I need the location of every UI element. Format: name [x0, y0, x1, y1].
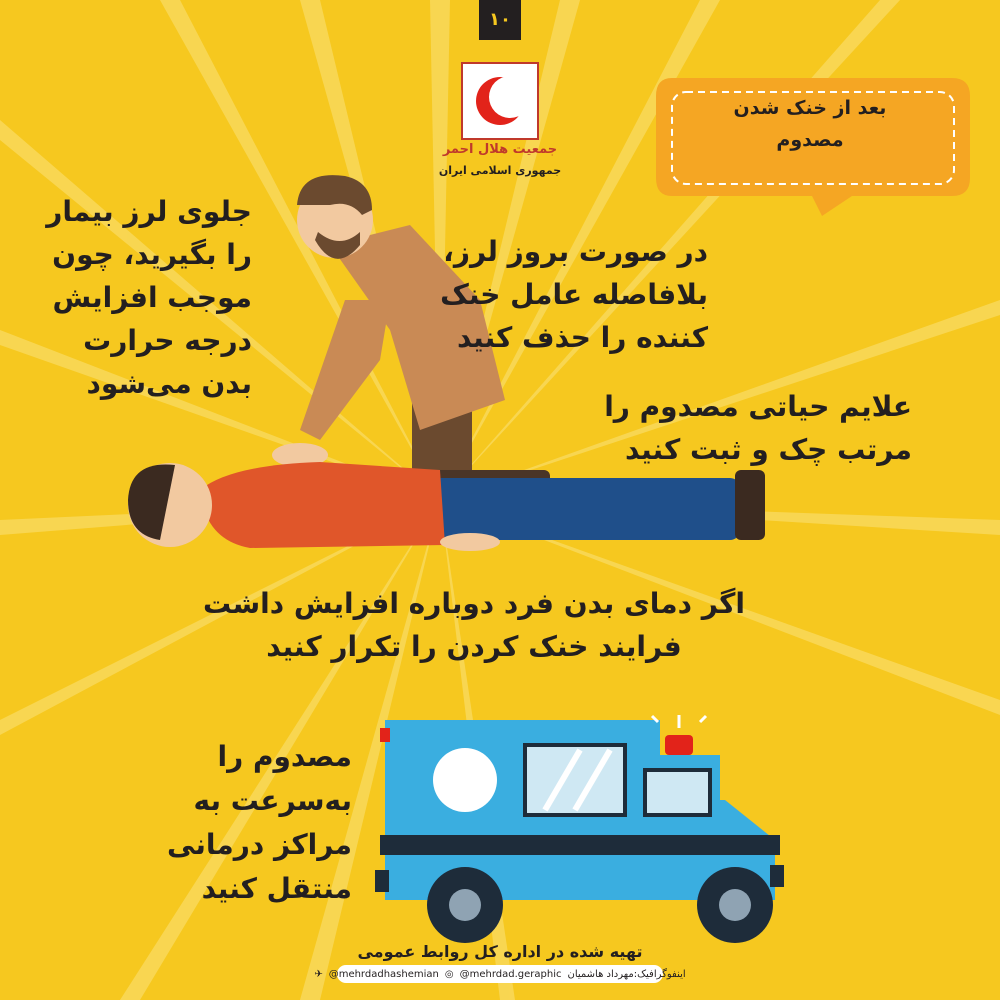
instagram-icon: ◎ — [444, 968, 454, 980]
tip-line: کننده را حذف کنید — [456, 321, 708, 354]
page-number: ۱۰ — [479, 0, 521, 40]
tip-line: در صورت بروز لرز، — [443, 235, 708, 268]
red-crescent-icon — [463, 64, 537, 138]
instagram-handle[interactable]: @mehrdad.geraphic — [459, 968, 562, 980]
tip-vital-signs — [604, 385, 912, 471]
tip-line: را بگیرید، چون — [52, 238, 252, 271]
org-subtitle: جمهوری اسلامی ایران — [438, 164, 562, 177]
tip-line: به‌سرعت به — [193, 784, 352, 817]
tip-line: مرتب چک و ثبت کنید — [624, 433, 912, 466]
tip-line: درجه حرارت — [83, 324, 252, 357]
tip-line: فرایند خنک کردن را تکرار کنید — [266, 630, 682, 663]
badge-title — [680, 92, 940, 156]
credit-text: اینفوگرافیک:مهرداد هاشمیان — [567, 968, 686, 980]
tip-line: مراکز درمانی — [167, 828, 352, 861]
badge-title-line: بعد از خنک شدن — [733, 97, 887, 119]
badge-title-line: مصدوم — [776, 129, 844, 151]
telegram-handle[interactable]: @mehrdadhashemian — [328, 968, 439, 980]
tip-remove-cooling — [440, 230, 708, 359]
tip-line: مصدوم را — [217, 740, 352, 773]
tip-repeat-cooling — [203, 582, 745, 668]
tip-line: بدن می‌شود — [86, 367, 252, 400]
tip-line: جلوی لرز بیمار — [46, 195, 252, 228]
ambulance — [375, 715, 784, 943]
footer-credits — [314, 965, 686, 983]
tip-line: علایم حیاتی مصدوم را — [604, 390, 912, 423]
footer-title: تهیه شده در اداره کل روابط عمومی — [357, 942, 643, 961]
telegram-icon: ✈ — [314, 968, 323, 980]
tip-line: منتقل کنید — [201, 872, 352, 905]
tip-line: اگر دمای بدن فرد دوباره افزایش داشت — [202, 587, 745, 620]
tip-line: بلافاصله عامل خنک — [440, 278, 708, 311]
tip-line: موجب افزایش — [52, 281, 252, 314]
red-crescent-logo — [461, 62, 539, 140]
org-name: جمعیت هلال احمر — [442, 142, 558, 157]
tip-transfer — [167, 735, 352, 911]
tip-shivering — [46, 190, 252, 405]
